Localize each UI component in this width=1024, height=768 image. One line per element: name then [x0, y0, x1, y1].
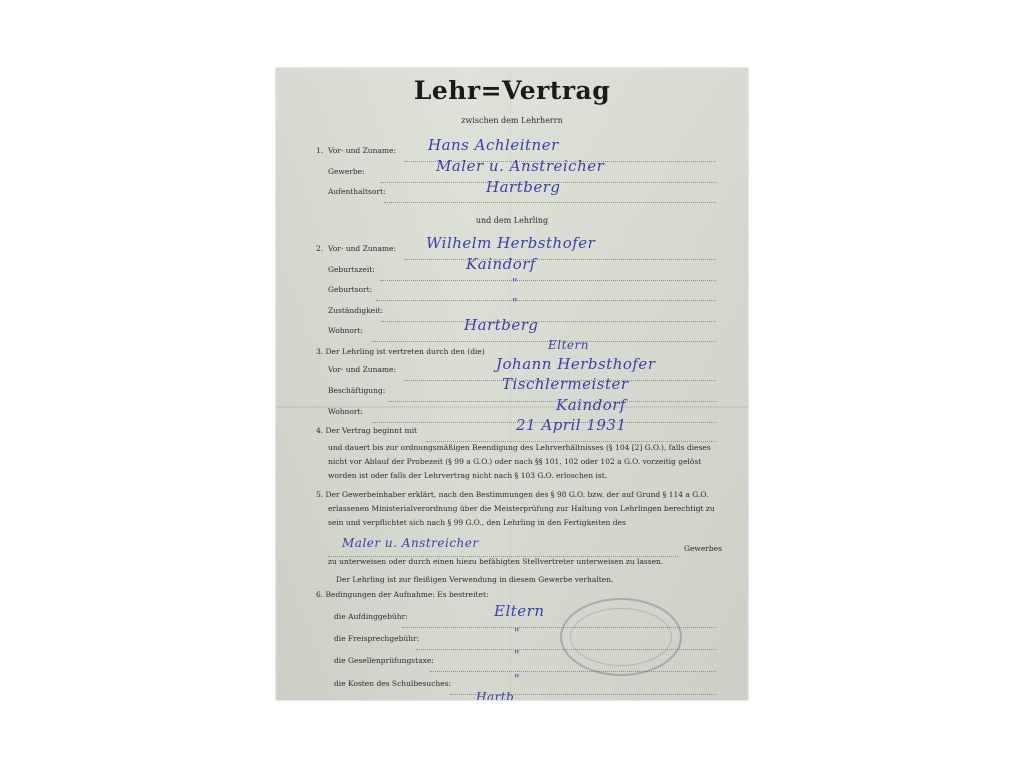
clause-5-line-2: erlassenen Ministerialverordnung über die Meisterprüfung zur Haltung von Lehrlingen berechtigt zu — [328, 504, 715, 513]
between-master-heading: zwischen dem Lehrherrn — [461, 116, 563, 125]
apprentice-birthplace-value: " — [512, 276, 519, 290]
apprentice-residence-line — [372, 340, 716, 342]
guardian-residence-value: Kaindorf — [556, 396, 626, 414]
apprentice-birthplace-label: Geburtsort: — [328, 285, 373, 294]
clause-5-diligence: Der Lehrling ist zur fleißigen Verwendung in diesem Gewerbe verhalten. — [336, 575, 614, 584]
document-title: Lehr=Vertrag — [413, 76, 611, 105]
apprentice-jurisdiction-line — [382, 320, 716, 322]
master-trade-value: Maler u. Anstreicher — [436, 157, 605, 175]
trade-value: Maler u. Anstreicher — [342, 536, 479, 550]
guardian-residence-label: Wohnort: — [328, 407, 364, 416]
conditions-intro: 6. Bedingungen der Aufnahme: Es bestreitet: — [316, 590, 489, 599]
contract-start-label: 4. Der Vertrag beginnt mit — [316, 426, 417, 435]
guardian-occupation-line — [388, 400, 716, 402]
clause-4-line-3: worden ist oder falls der Lehrvertrag nicht nach § 103 G.O. erloschen ist. — [328, 471, 608, 480]
guardian-occupation-label: Beschäftigung: — [328, 386, 386, 395]
apprentice-name-value: Wilhelm Herbsthofer — [426, 234, 596, 252]
apprentice-jurisdiction-label: Zuständigkeit: — [328, 306, 384, 315]
fee-value: Eltern — [494, 602, 545, 620]
guardian-name-value: Johann Herbsthofer — [496, 355, 656, 373]
section-1-number: 1. — [316, 146, 324, 155]
master-name-label: Vor- und Zuname: — [328, 146, 397, 155]
apprentice-jurisdiction-value: " — [512, 296, 519, 310]
bottom-handwriting: Hartb — [476, 690, 515, 700]
and-apprentice-heading: und dem Lehrling — [475, 216, 549, 225]
apprentice-birthdate-line — [380, 279, 716, 281]
guardian-relation-value: Eltern — [548, 338, 589, 352]
guardian-occupation-value: Tischlermeister — [502, 375, 629, 393]
master-residence-line — [384, 201, 716, 203]
section-2-number: 2. — [316, 244, 324, 253]
master-name-value: Hans Achleitner — [428, 136, 559, 154]
apprentice-residence-value: Hartberg — [464, 316, 539, 334]
apprentice-name-label: Vor- und Zuname: — [328, 244, 397, 253]
faded-stamp — [560, 598, 682, 676]
apprentice-birthdate-value: Kaindorf — [466, 255, 536, 273]
clause-5-line-3: sein und verpflichtet sich nach § 99 G.O., den Lehrling in den Fertigkeiten des — [328, 518, 626, 527]
apprentice-residence-label: Wohnort: — [328, 326, 364, 335]
contract-document — [276, 68, 748, 700]
guardian-intro: 3. Der Lehrling ist vertreten durch den (die) — [316, 347, 485, 356]
release-label: die Freisprechgebühr: — [334, 634, 420, 643]
clause-5-line-1: 5. Der Gewerbeinhaber erklärt, nach den Bestimmungen des § 98 G.O. bzw. der auf Grund § 114 a G.O. — [316, 490, 709, 499]
exam-line — [430, 670, 716, 672]
clause-4-line-2: nicht vor Ablauf der Probezeit (§ 99 a G.O.) oder nach §§ 101, 102 oder 102 a G.O. vorzeitig gelöst — [328, 457, 702, 466]
apprentice-name-line — [404, 258, 716, 260]
contract-start-value: 21 April 1931 — [516, 416, 627, 434]
master-residence-label: Aufenthaltsort: — [328, 187, 386, 196]
clause-5-end: zu unterweisen oder durch einen hiezu befähigten Stellvertreter unterweisen zu lassen. — [328, 557, 664, 566]
release-value: " — [514, 626, 521, 640]
master-residence-value: Hartberg — [486, 178, 561, 196]
guardian-name-label: Vor- und Zuname: — [328, 365, 397, 374]
exam-label: die Gesellenprüfungstaxe: — [334, 656, 434, 665]
apprentice-birthdate-label: Geburtszeit: — [328, 265, 375, 274]
clause-4-line-1: und dauert bis zur ordnungsmäßigen Beendigung des Lehrverhältnisses (§ 104 [2] G.O.), falls dieses — [328, 443, 711, 452]
faded-stamp-inner-ring — [570, 608, 672, 666]
fee-label: die Aufdinggebühr: — [334, 612, 408, 621]
school-label: die Kosten des Schulbesuches: — [334, 679, 452, 688]
trade-suffix: Gewerbes — [684, 544, 722, 553]
apprentice-birthplace-line — [376, 299, 716, 301]
exam-value: " — [514, 648, 521, 662]
master-trade-label: Gewerbe: — [328, 167, 365, 176]
school-value: " — [514, 672, 521, 686]
